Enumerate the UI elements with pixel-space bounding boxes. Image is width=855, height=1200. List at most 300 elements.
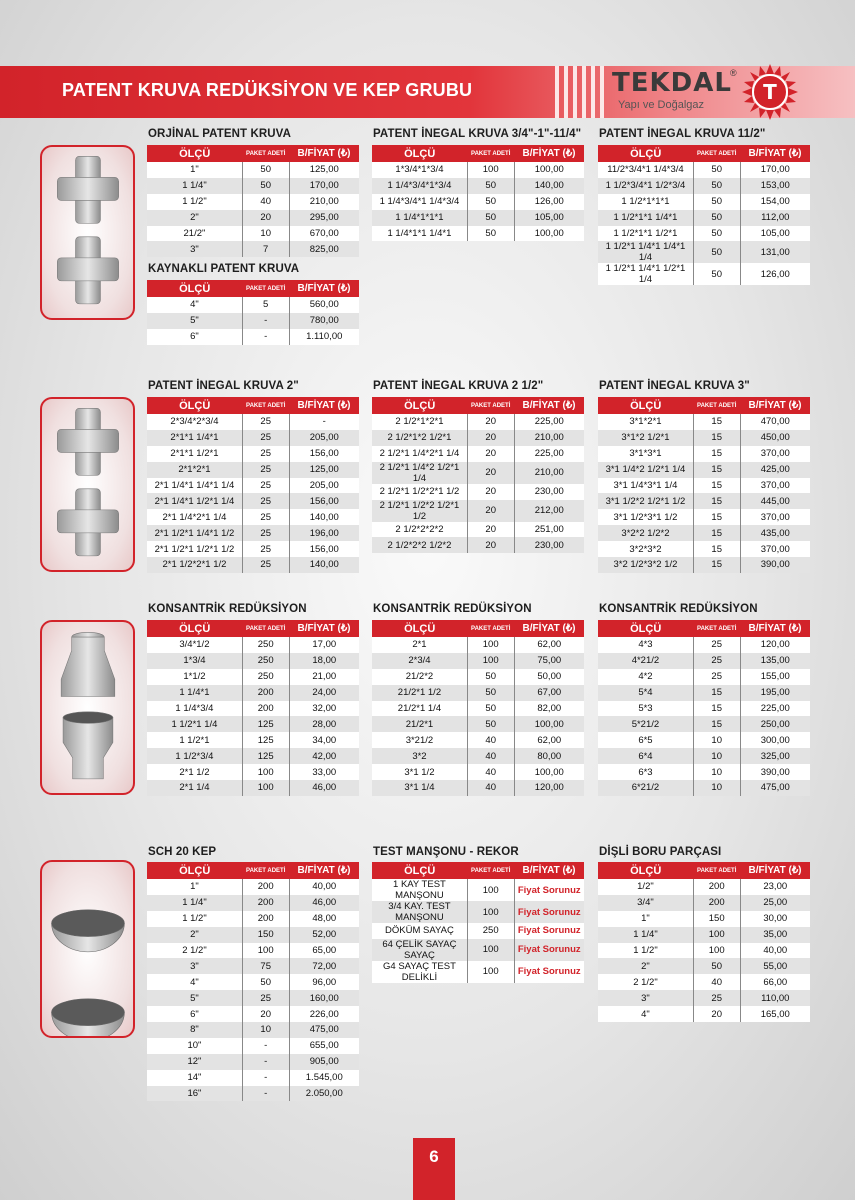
cell-pack: 25: [693, 990, 740, 1006]
cell-size: 2 1/2*1 1/2*2 1/2*1 1/2: [372, 500, 467, 522]
cell-size: 6*21/2: [598, 780, 693, 796]
brand-name: TEKDAL: [612, 68, 732, 98]
table-row: [147, 162, 359, 178]
table-row: [372, 226, 584, 242]
column-header-size: ÖLÇÜ: [372, 397, 467, 414]
cell-price: 34,00: [289, 732, 359, 748]
cell-price: 325,00: [740, 748, 810, 764]
column-header-size: ÖLÇÜ: [598, 397, 693, 414]
cell-size: 5*21/2: [598, 716, 693, 732]
table-row: [598, 525, 810, 541]
cell-price: 1.110,00: [289, 329, 359, 345]
cell-price: 165,00: [740, 1006, 810, 1022]
cell-price: 112,00: [740, 210, 810, 226]
table-row: [372, 701, 584, 717]
cell-price: 2.050,00: [289, 1086, 359, 1102]
table-header-row: [372, 620, 584, 637]
cell-pack: 50: [242, 974, 289, 990]
cell-pack: 15: [693, 701, 740, 717]
cell-price: 75,00: [514, 653, 584, 669]
cell-pack: 50: [693, 194, 740, 210]
cell-size: 2*1 1/2*1 1/2*1 1/2: [147, 541, 242, 557]
cell-pack: 100: [693, 927, 740, 943]
table-row: [372, 194, 584, 210]
cell-pack: 50: [693, 958, 740, 974]
cell-size: 2 1/2*1 1/2*2*1 1/2: [372, 484, 467, 500]
table-row: [147, 509, 359, 525]
cell-size: 3*1 1/4*2 1/2*1 1/4: [598, 462, 693, 478]
table-header-row: [147, 145, 359, 162]
cell-size: 3*1 1/2: [372, 764, 467, 780]
cell-price: 131,00: [740, 241, 810, 263]
table-row: [147, 1070, 359, 1086]
cross-fitting-image-box: [40, 145, 135, 320]
cell-price: 46,00: [289, 780, 359, 796]
cell-pack: 40: [242, 194, 289, 210]
table-row: [372, 430, 584, 446]
cell-size: 2*1 1/4*1 1/2*1 1/4: [147, 493, 242, 509]
cell-price: 125,00: [289, 162, 359, 178]
cell-pack: 200: [242, 701, 289, 717]
cell-pack: 75: [242, 958, 289, 974]
cell-pack: 20: [467, 430, 514, 446]
table-row: [147, 446, 359, 462]
cell-size: 2 1/2*2*2 1/2*2: [372, 537, 467, 553]
cell-pack: -: [242, 1086, 289, 1102]
section-title: SCH 20 KEP: [148, 846, 217, 858]
cell-price: 55,00: [740, 958, 810, 974]
cell-size: 6*5: [598, 732, 693, 748]
brand-logo: [612, 68, 742, 116]
cell-pack: 40: [693, 974, 740, 990]
cell-price: 18,00: [289, 653, 359, 669]
cell-pack: 25: [693, 669, 740, 685]
cell-price: 140,00: [289, 557, 359, 573]
cell-price: 195,00: [740, 685, 810, 701]
price-table: [598, 145, 810, 285]
column-header-price: B/FİYAT (₺): [289, 397, 359, 414]
table-row: [147, 669, 359, 685]
cell-size: 10": [147, 1038, 242, 1054]
cell-price: 425,00: [740, 462, 810, 478]
cell-pack: 100: [242, 780, 289, 796]
table-row: [372, 462, 584, 484]
table-row: [147, 329, 359, 345]
cell-price: 140,00: [289, 509, 359, 525]
cell-size: 16": [147, 1086, 242, 1102]
cell-pack: 15: [693, 716, 740, 732]
cell-pack: 15: [693, 430, 740, 446]
table-row: [147, 958, 359, 974]
table-row: [147, 194, 359, 210]
table-row: [372, 764, 584, 780]
section-title: DİŞLİ BORU PARÇASI: [599, 846, 722, 858]
cell-size: 4*21/2: [598, 653, 693, 669]
table-row: [147, 1022, 359, 1038]
cell-size: 3*2*3*2: [598, 541, 693, 557]
cell-size: 1*3/4*1*3/4: [372, 162, 467, 178]
table-row: [598, 446, 810, 462]
cell-price: 72,00: [289, 958, 359, 974]
cell-pack: -: [242, 329, 289, 345]
price-table: [147, 397, 359, 573]
cell-price: 196,00: [289, 525, 359, 541]
cell-size: 5": [147, 990, 242, 1006]
cell-pack: 100: [467, 901, 514, 923]
cell-pack: 10: [693, 764, 740, 780]
cell-size: 21/2": [147, 226, 242, 242]
cell-price: 475,00: [289, 1022, 359, 1038]
cell-pack: 200: [693, 879, 740, 895]
pipe-cap-image-box: [40, 860, 135, 1038]
cell-size: 8": [147, 1022, 242, 1038]
cell-size: 1 1/2*1 1/4*1 1/4*1 1/4: [598, 241, 693, 263]
table-header-row: [598, 862, 810, 879]
table-row: [147, 210, 359, 226]
cell-price: 295,00: [289, 210, 359, 226]
cell-size: 2*1 1/4*2*1 1/4: [147, 509, 242, 525]
table-row: [147, 911, 359, 927]
table-row: [598, 732, 810, 748]
table-row: [147, 557, 359, 573]
cell-pack: 200: [242, 879, 289, 895]
cell-price: 156,00: [289, 493, 359, 509]
table-row: [372, 901, 584, 923]
cell-price: 82,00: [514, 701, 584, 717]
cell-price: 100,00: [514, 226, 584, 242]
cell-size: 3": [147, 241, 242, 257]
section-title: PATENT İNEGAL KRUVA 2": [148, 380, 299, 392]
table-header-row: [372, 397, 584, 414]
cell-size: 3": [598, 990, 693, 1006]
column-header-size: ÖLÇÜ: [147, 620, 242, 637]
cell-size: 4": [598, 1006, 693, 1022]
table-row: [598, 162, 810, 178]
cell-pack: 15: [693, 414, 740, 430]
cell-price: 156,00: [289, 541, 359, 557]
cell-pack: 20: [467, 484, 514, 500]
cell-size: 6*4: [598, 748, 693, 764]
cell-size: 1 1/2*1 1/4*1 1/2*1 1/4: [598, 263, 693, 285]
column-header-size: ÖLÇÜ: [147, 397, 242, 414]
cell-pack: 40: [467, 780, 514, 796]
table-row: [598, 541, 810, 557]
cell-pack: 25: [693, 637, 740, 653]
table-row: [598, 701, 810, 717]
cell-size: 1 1/2*3/4: [147, 748, 242, 764]
cell-pack: 25: [242, 430, 289, 446]
cell-size: 2*1*2*1: [147, 462, 242, 478]
table-row: [598, 1006, 810, 1022]
cell-pack: 50: [467, 701, 514, 717]
table-row: [598, 974, 810, 990]
table-row: [147, 1054, 359, 1070]
table-row: [598, 879, 810, 895]
page-number: 6: [413, 1138, 455, 1200]
cell-pack: -: [242, 313, 289, 329]
cell-size: 1 1/4": [147, 178, 242, 194]
cell-pack: 20: [467, 537, 514, 553]
table-row: [147, 313, 359, 329]
cell-size: 1 1/2*1*1 1/4*1: [598, 210, 693, 226]
section-title: KONSANTRİK REDÜKSİYON: [148, 603, 307, 615]
cell-size: 4*3: [598, 637, 693, 653]
table-row: [598, 895, 810, 911]
cell-size: 2 1/2*2*2*2: [372, 522, 467, 538]
table-row: [372, 446, 584, 462]
cell-size: DÖKÜM SAYAÇ: [372, 923, 467, 939]
cell-pack: 25: [242, 557, 289, 573]
column-header-price: B/FİYAT (₺): [289, 862, 359, 879]
column-header-pack: PAKET ADETİ: [693, 145, 740, 162]
cell-pack: 50: [693, 210, 740, 226]
cell-price: 96,00: [289, 974, 359, 990]
cell-price: 120,00: [740, 637, 810, 653]
cell-pack: 7: [242, 241, 289, 257]
cell-size: 2 1/2*1 1/4*2 1/2*1 1/4: [372, 462, 467, 484]
table-row: [598, 509, 810, 525]
cell-size: 2 1/2*1 1/4*2*1 1/4: [372, 446, 467, 462]
column-header-size: ÖLÇÜ: [147, 862, 242, 879]
table-row: [372, 961, 584, 983]
cell-price: 153,00: [740, 178, 810, 194]
cell-pack: 5: [242, 297, 289, 313]
cell-price: 52,00: [289, 927, 359, 943]
cell-size: 2 1/2": [598, 974, 693, 990]
cell-price: 225,00: [514, 414, 584, 430]
cell-price: 35,00: [740, 927, 810, 943]
table-row: [598, 780, 810, 796]
table-row: [147, 525, 359, 541]
cell-pack: 15: [693, 685, 740, 701]
cell-price: 435,00: [740, 525, 810, 541]
cell-size: 1 1/4*1*1 1/4*1: [372, 226, 467, 242]
brand-badge-icon: [742, 64, 798, 120]
column-header-size: ÖLÇÜ: [598, 620, 693, 637]
cell-size: 1 1/4*3/4*1*3/4: [372, 178, 467, 194]
column-header-pack: PAKET ADETİ: [242, 620, 289, 637]
cell-size: 1 1/4*3/4*1 1/4*3/4: [372, 194, 467, 210]
cell-pack: -: [242, 1038, 289, 1054]
cell-price: 226,00: [289, 1006, 359, 1022]
cell-size: 12": [147, 1054, 242, 1070]
table-row: [598, 748, 810, 764]
table-header-row: [372, 862, 584, 879]
cell-price: 225,00: [514, 446, 584, 462]
cross-fitting-icon: [42, 399, 133, 570]
cell-size: G4 SAYAÇ TEST DELİKLİ: [372, 961, 467, 983]
table-row: [372, 780, 584, 796]
cell-pack: 10: [242, 226, 289, 242]
cell-size: 1": [147, 879, 242, 895]
cell-price: 445,00: [740, 493, 810, 509]
cell-price: 560,00: [289, 297, 359, 313]
cell-price: 17,00: [289, 637, 359, 653]
cell-price: 670,00: [289, 226, 359, 242]
table-row: [598, 210, 810, 226]
column-header-price: B/FİYAT (₺): [740, 397, 810, 414]
cell-pack: 25: [242, 414, 289, 430]
section-title: TEST MANŞONU - REKOR: [373, 846, 519, 858]
column-header-price: B/FİYAT (₺): [289, 620, 359, 637]
table-row: [372, 537, 584, 553]
cell-price: 470,00: [740, 414, 810, 430]
cell-pack: 10: [693, 748, 740, 764]
cell-pack: 150: [242, 927, 289, 943]
cell-price: 825,00: [289, 241, 359, 257]
section-title: KONSANTRİK REDÜKSİYON: [599, 603, 758, 615]
cell-pack: 50: [467, 685, 514, 701]
cell-pack: 25: [242, 478, 289, 494]
column-header-pack: PAKET ADETİ: [242, 145, 289, 162]
cell-size: 3*1*2*1: [598, 414, 693, 430]
cell-size: 2*1*1 1/4*1: [147, 430, 242, 446]
cell-price: 100,00: [514, 716, 584, 732]
cell-price: 100,00: [514, 162, 584, 178]
table-row: [147, 927, 359, 943]
cell-price: 250,00: [740, 716, 810, 732]
cell-pack: 100: [693, 943, 740, 959]
cell-pack: 200: [242, 685, 289, 701]
cell-pack: 50: [242, 162, 289, 178]
cell-pack: 100: [467, 653, 514, 669]
cell-price: 80,00: [514, 748, 584, 764]
table-row: [147, 541, 359, 557]
price-table: [598, 862, 810, 1022]
cell-size: 4": [147, 974, 242, 990]
cell-size: 2 1/2*1*2*1: [372, 414, 467, 430]
cell-pack: 25: [242, 525, 289, 541]
table-row: [147, 780, 359, 796]
table-row: [147, 1006, 359, 1022]
cell-price: 210,00: [514, 462, 584, 484]
cell-price: 251,00: [514, 522, 584, 538]
column-header-pack: PAKET ADETİ: [467, 862, 514, 879]
cell-pack: 125: [242, 716, 289, 732]
cell-pack: 50: [467, 716, 514, 732]
price-table: [147, 620, 359, 796]
cell-size: 1 1/2": [147, 194, 242, 210]
cell-price: Fiyat Sorunuz: [514, 901, 584, 923]
table-row: [147, 478, 359, 494]
column-header-pack: PAKET ADETİ: [693, 397, 740, 414]
cell-price: 67,00: [514, 685, 584, 701]
column-header-pack: PAKET ADETİ: [467, 620, 514, 637]
cell-pack: 25: [242, 509, 289, 525]
table-row: [147, 879, 359, 895]
table-row: [372, 414, 584, 430]
column-header-size: ÖLÇÜ: [147, 280, 242, 297]
column-header-price: B/FİYAT (₺): [514, 145, 584, 162]
cell-price: 390,00: [740, 764, 810, 780]
cell-pack: 250: [242, 669, 289, 685]
cell-pack: 50: [693, 226, 740, 242]
cell-size: 6*3: [598, 764, 693, 780]
section-title: PATENT İNEGAL KRUVA 3": [599, 380, 750, 392]
cell-pack: 20: [467, 500, 514, 522]
cell-size: 21/2*1: [372, 716, 467, 732]
table-row: [598, 478, 810, 494]
cell-size: 3*1*3*1: [598, 446, 693, 462]
price-table: [147, 145, 359, 257]
section-title: KONSANTRİK REDÜKSİYON: [373, 603, 532, 615]
cell-pack: 20: [693, 1006, 740, 1022]
cell-pack: 25: [242, 990, 289, 1006]
cell-price: 126,00: [740, 263, 810, 285]
table-header-row: [147, 280, 359, 297]
cell-pack: 40: [467, 748, 514, 764]
column-header-size: ÖLÇÜ: [598, 145, 693, 162]
cell-pack: 50: [467, 178, 514, 194]
cell-price: 21,00: [289, 669, 359, 685]
cell-pack: 50: [242, 178, 289, 194]
table-row: [372, 879, 584, 901]
cell-size: 21/2*2: [372, 669, 467, 685]
cell-size: 3*2 1/2*3*2 1/2: [598, 557, 693, 573]
cell-price: 370,00: [740, 446, 810, 462]
cell-price: 210,00: [289, 194, 359, 210]
table-row: [147, 178, 359, 194]
cell-size: 1*1/2: [147, 669, 242, 685]
cell-pack: 20: [467, 414, 514, 430]
cell-size: 1 1/4": [598, 927, 693, 943]
cell-size: 6": [147, 1006, 242, 1022]
cell-price: 212,00: [514, 500, 584, 522]
price-table: [147, 280, 359, 345]
cell-price: 1.545,00: [289, 1070, 359, 1086]
cell-pack: 100: [467, 162, 514, 178]
cell-size: 1": [147, 162, 242, 178]
cell-size: 1": [598, 911, 693, 927]
table-row: [372, 939, 584, 961]
cell-price: 105,00: [740, 226, 810, 242]
cell-pack: 25: [242, 541, 289, 557]
cell-price: 125,00: [289, 462, 359, 478]
table-row: [147, 493, 359, 509]
concentric-reducer-icon: [42, 622, 133, 793]
column-header-size: ÖLÇÜ: [372, 862, 467, 879]
table-row: [598, 194, 810, 210]
price-table: [372, 397, 584, 553]
cell-size: 3*1 1/4: [372, 780, 467, 796]
cell-pack: 15: [693, 462, 740, 478]
table-row: [598, 430, 810, 446]
table-row: [598, 716, 810, 732]
cell-price: 154,00: [740, 194, 810, 210]
table-row: [598, 263, 810, 285]
cell-price: 50,00: [514, 669, 584, 685]
cell-size: 1 1/4*1: [147, 685, 242, 701]
cell-price: 230,00: [514, 537, 584, 553]
column-header-price: B/FİYAT (₺): [514, 862, 584, 879]
table-row: [598, 943, 810, 959]
table-row: [372, 748, 584, 764]
cell-pack: 200: [242, 895, 289, 911]
cell-pack: 20: [467, 462, 514, 484]
cell-size: 2*3/4*2*3/4: [147, 414, 242, 430]
cell-size: 1 1/4": [147, 895, 242, 911]
table-row: [372, 500, 584, 522]
cell-price: 160,00: [289, 990, 359, 1006]
cell-size: 1/2": [598, 879, 693, 895]
cell-price: 170,00: [289, 178, 359, 194]
cell-size: 2*1 1/4*1 1/4*1 1/4: [147, 478, 242, 494]
cell-price: 23,00: [740, 879, 810, 895]
table-row: [598, 226, 810, 242]
table-row: [598, 241, 810, 263]
table-row: [372, 685, 584, 701]
cell-pack: 125: [242, 732, 289, 748]
